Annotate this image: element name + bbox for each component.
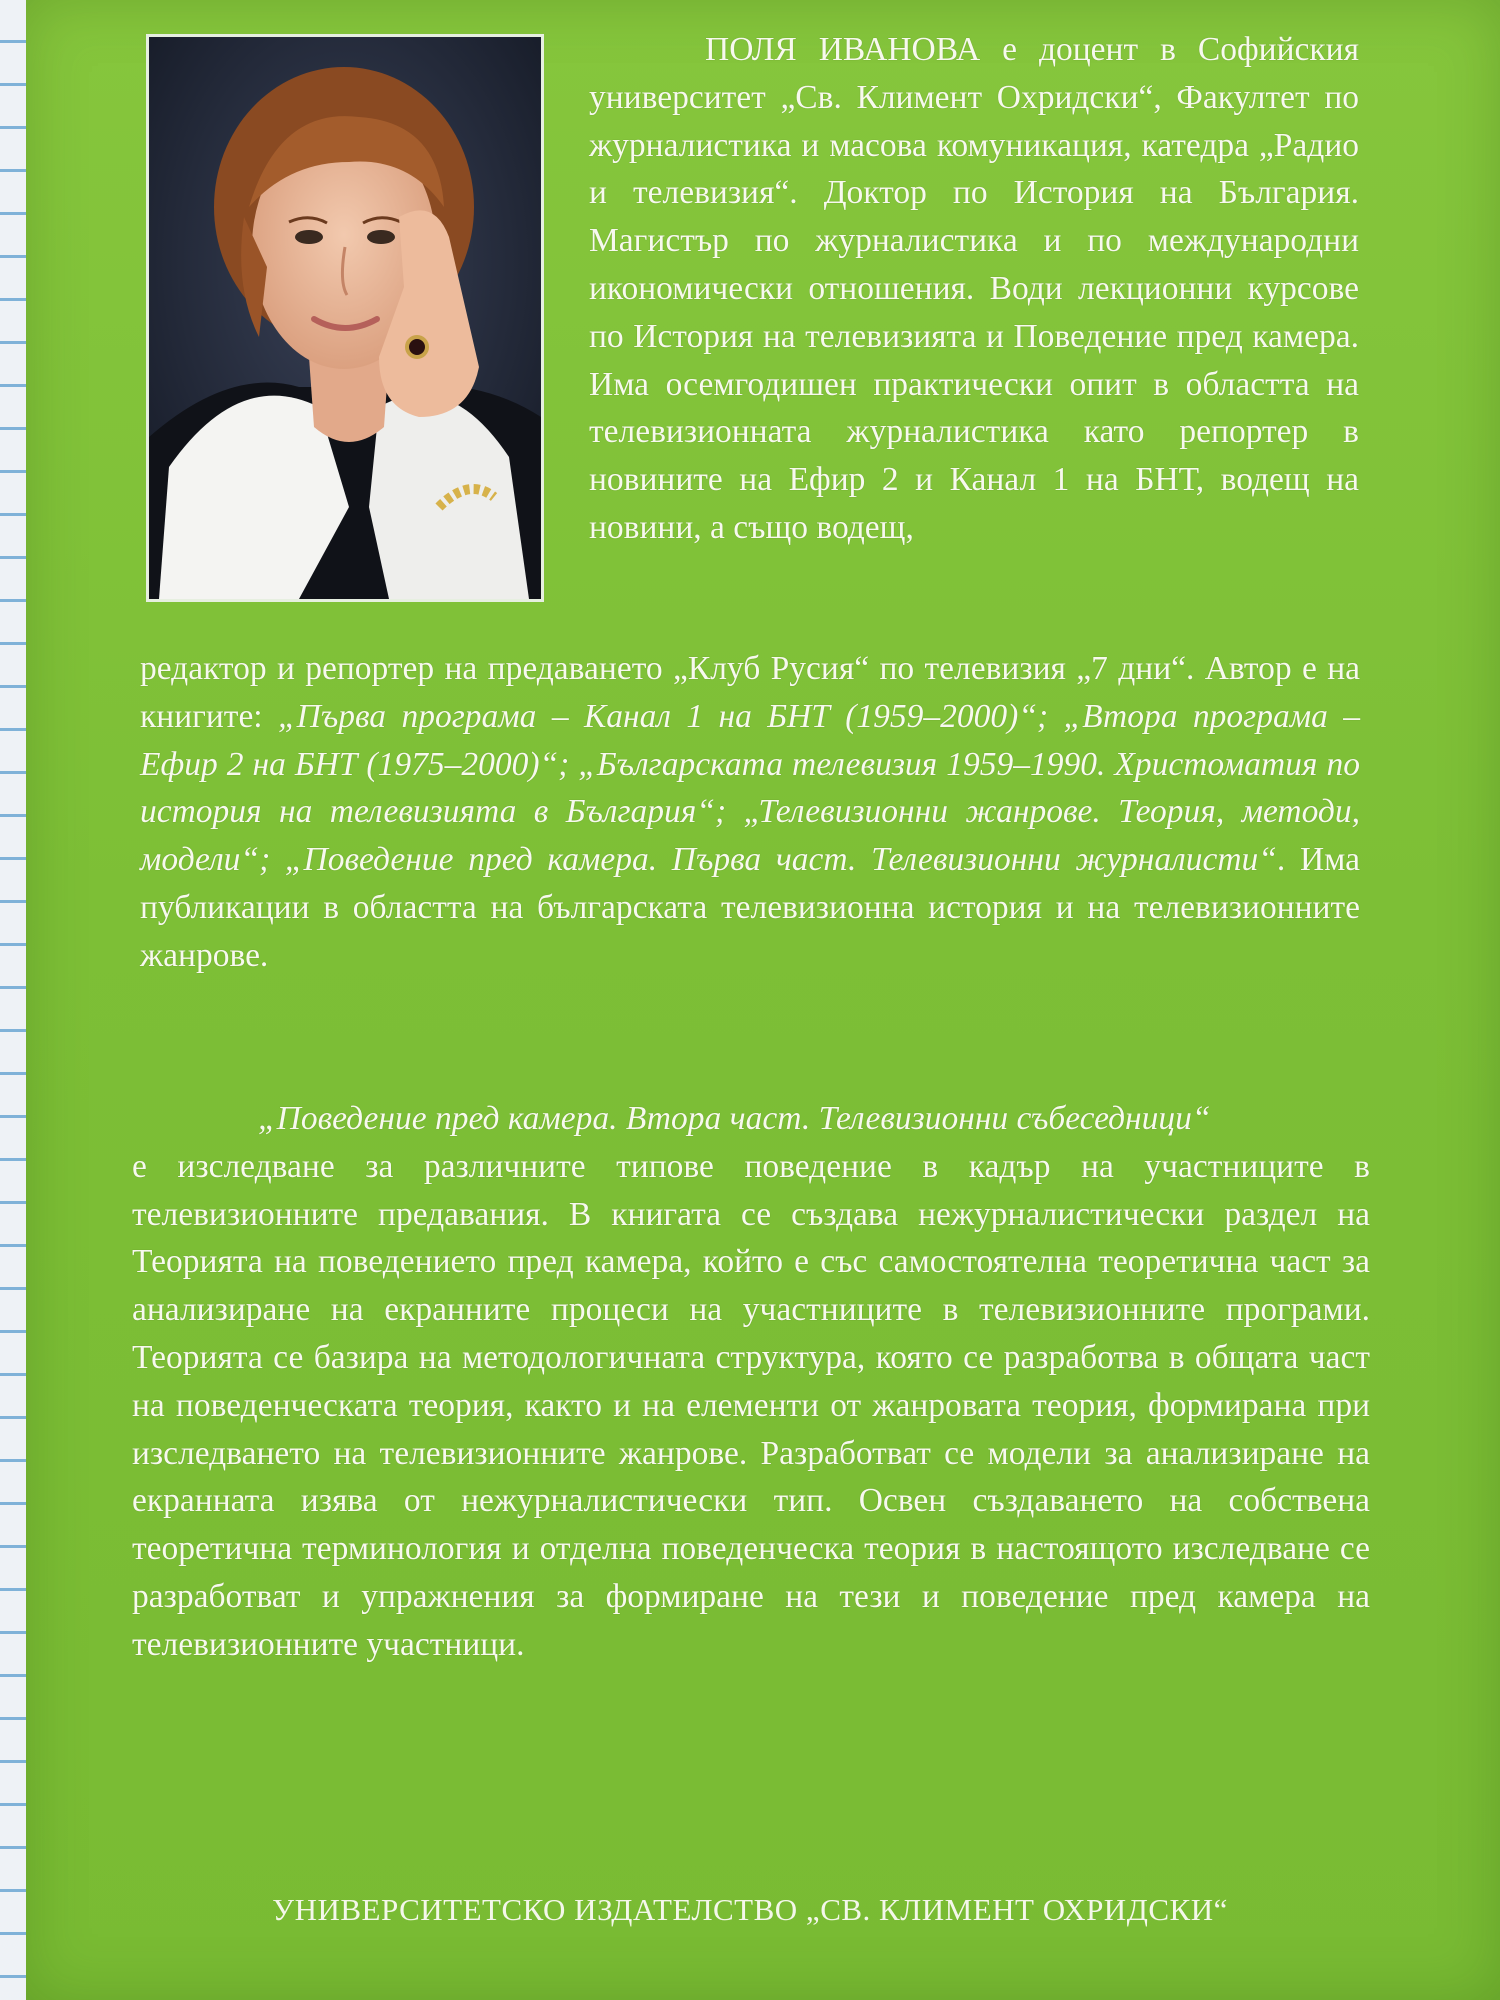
author-portrait-photo <box>146 34 544 602</box>
author-bio-continuation: редактор и репортер на предаването „Клуб Русия“ по телевизия „7 дни“. Автор е на книгите: <box>140 650 1360 735</box>
author-bio-text: ПОЛЯ ИВАНОВА е доцент в Софийския университет „Св. Климент Охридски“, Факултет по журналистика и масова комуникация, катедра „Радио и телевизия“. Доктор по История на България. Магистър по журналистика и по международни икономически отношения. Води лекционни курсове по История на телевизията и Поведение пред камера. Има осемгодишен практически опит в областта на телевизионната журналистика като репортер в новините на Ефир 2 и Канал 1 на БНТ, водещ на новини, а също водещ, <box>589 31 1359 546</box>
author-bio-bottom-block <box>140 645 1360 980</box>
book-title-italic: „Поведение пред камера. Втора част. Телевизионни събеседници“ <box>258 1100 1211 1137</box>
author-bio-ending: . Има публикации в областта на българската телевизионна история и на телевизионните жанрове. <box>140 841 1360 974</box>
publisher-name: УНИВЕРСИТЕТСКО ИЗДАТЕЛСТВО „СВ. КЛИМЕНТ ОХРИДСКИ“ <box>272 1892 1228 1927</box>
author-books-list: „Първа програма – Канал 1 на БНТ (1959–2000)“; „Втора програма – Ефир 2 на БНТ (1975–2000)“; „Българската телевизия 1959–1990. Христоматия по история на телевизията в България“; „Телевизионни жанрове. Теория, методи, модели“; „Поведение пред камера. Първа част. Телевизионни журналисти“ <box>140 697 1360 879</box>
book-description-block <box>132 1095 1370 1669</box>
author-bio-top-block <box>589 26 1359 552</box>
book-description-text: е изследване за различните типове поведение в кадър на участниците в телевизионните предавания. В книгата се създава нежурналистически раздел на Теорията на поведението пред камера, който е със самостоятелна теоретична част за анализиране на екранните процеси на участниците в телевизионните програми. Теорията се базира на методологичната структура, която се разработва в общата част на поведенческата теория, както и на елементи от жанровата теория, формирана при изследването на телевизионните жанрове. Разработват се модели за анализиране на екранната изява от нежурналистически тип. Освен създаването на собствена теоретична терминология и отделна поведенческа теория в настоящото изследване се разработват и упражнения за формиране на тези и поведение пред камера на телевизионните участници. <box>132 1147 1370 1663</box>
